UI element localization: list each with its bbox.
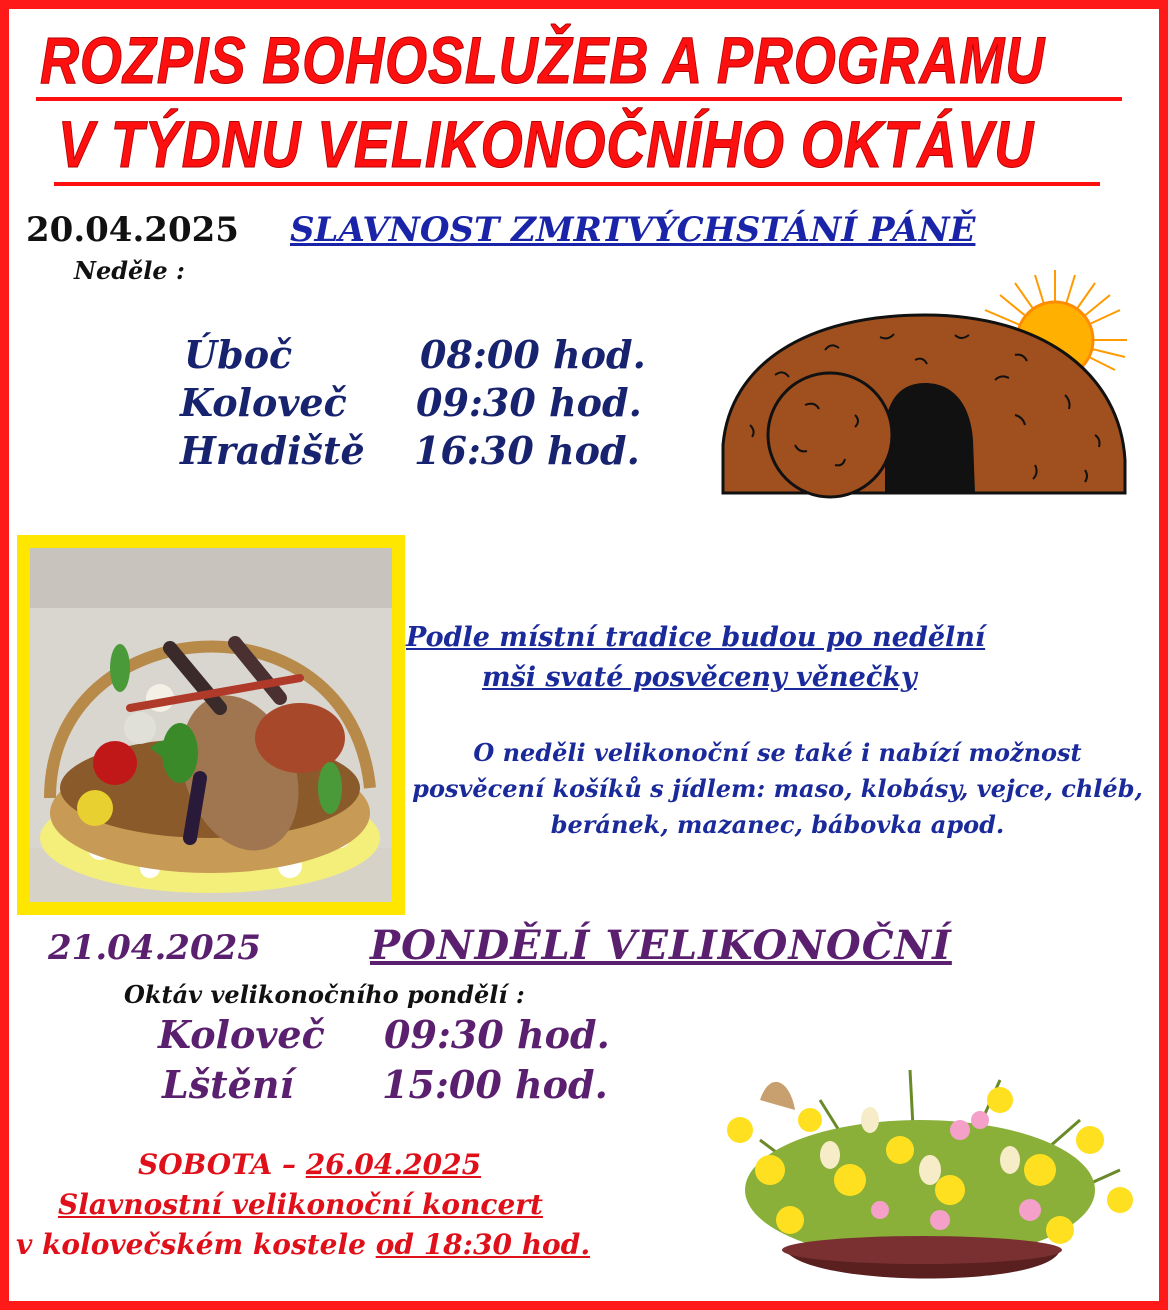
empty-tomb-illustration <box>715 265 1135 500</box>
tradition-line-2: mši svaté posvěceny věnečky <box>482 662 917 693</box>
baskets-text: O neděli velikonoční se také i nabízí možnost posvěcení košíků s jídlem: maso, klobásy, vejce, chléb, beránek, mazanec, bábovka apod. <box>412 738 1143 839</box>
sunday-place-2: Koloveč <box>180 380 347 425</box>
saturday-date: 26.04.2025 <box>305 1148 482 1181</box>
concert-place-line <box>16 1228 590 1261</box>
monday-date: 21.04.2025 <box>48 928 261 968</box>
easter-flowers-photo <box>700 1060 1150 1295</box>
monday-place-2: Lštění <box>162 1062 294 1107</box>
sunday-place-1: Úboč <box>184 332 293 377</box>
saturday-label: SOBOTA – <box>138 1148 306 1181</box>
title-line-2: V TÝDNU VELIKONOČNÍHO OKTÁVU <box>58 107 1035 181</box>
sunday-heading: SLAVNOST ZMRTVÝCHSTÁNÍ PÁNĚ <box>290 210 976 250</box>
monday-time-1: 09:30 hod. <box>384 1012 610 1057</box>
sunday-place-3: Hradiště <box>180 428 365 473</box>
monday-heading: PONDĚLÍ VELIKONOČNÍ <box>370 922 952 969</box>
title-underline-1 <box>36 97 1122 101</box>
tradition-line-1: Podle místní tradice budou po nedělní <box>406 622 986 653</box>
easter-basket-photo <box>30 548 392 902</box>
basket-photo-frame <box>17 535 405 915</box>
concert-title: Slavnostní velikonoční koncert <box>58 1188 543 1221</box>
monday-subtitle: Oktáv velikonočního pondělí : <box>124 980 525 1009</box>
concert-time: od 18:30 hod. <box>375 1228 591 1261</box>
sunday-time-2: 09:30 hod. <box>416 380 642 425</box>
concert-place: v kolovečském kostele <box>16 1228 376 1261</box>
sunday-day-label: Neděle : <box>74 256 185 285</box>
sunday-time-1: 08:00 hod. <box>420 332 646 377</box>
sunday-time-3: 16:30 hod. <box>414 428 640 473</box>
sunday-date: 20.04.2025 <box>26 210 239 250</box>
saturday-line <box>138 1148 481 1181</box>
title-line-1: ROZPIS BOHOSLUŽEB A PROGRAMU <box>40 23 1046 97</box>
title-underline-2 <box>54 182 1100 186</box>
monday-place-1: Koloveč <box>158 1012 325 1057</box>
monday-time-2: 15:00 hod. <box>382 1062 608 1107</box>
